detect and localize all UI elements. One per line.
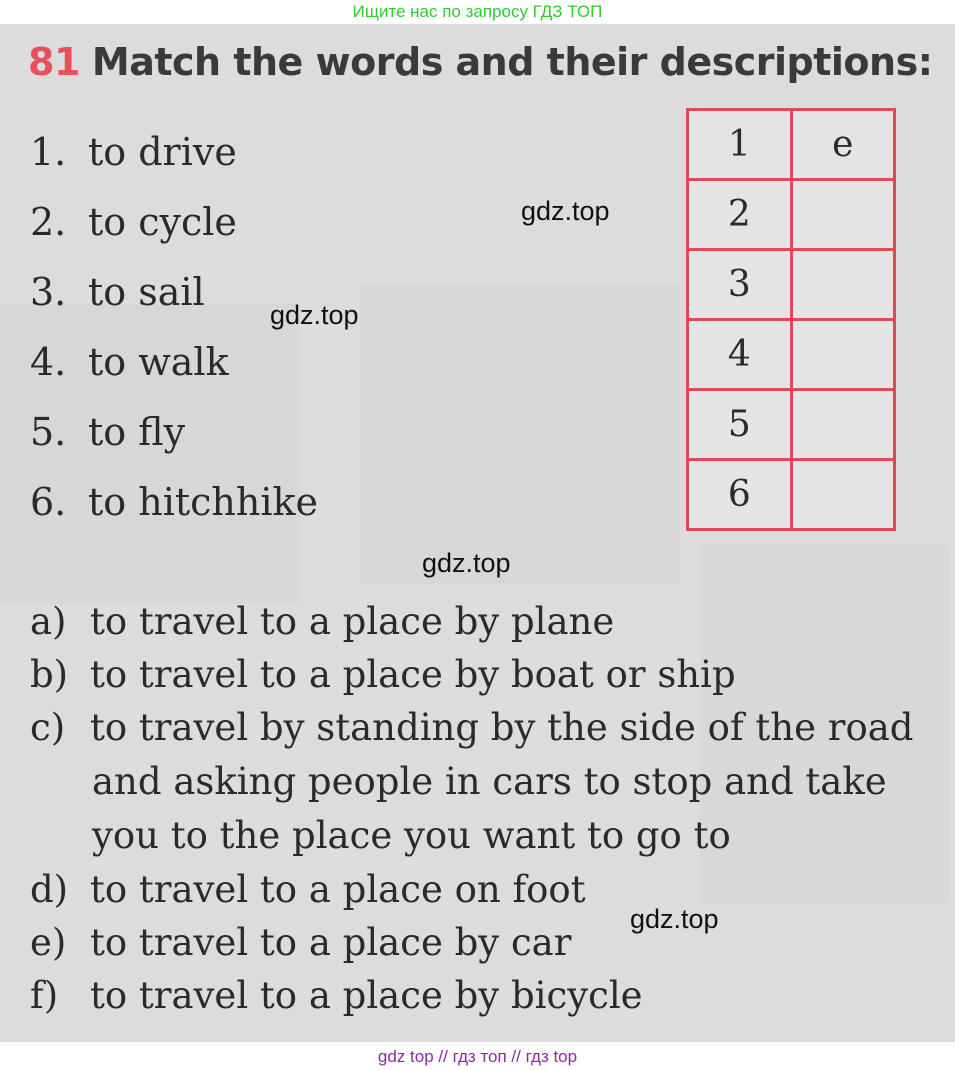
description-item (30, 706, 913, 749)
word-number: 5. (30, 410, 67, 454)
word-item (30, 410, 185, 454)
description-item (30, 921, 571, 964)
table-answer-cell[interactable] (791, 320, 894, 390)
word-number: 2. (30, 200, 67, 244)
table-row (688, 180, 895, 250)
word-item (30, 270, 205, 314)
description-item (30, 653, 736, 696)
watermark: gdz.top (521, 196, 610, 226)
description-text: to travel to a place by boat or ship (90, 653, 736, 696)
description-text: to travel by standing by the side of the road (90, 706, 914, 749)
table-row (688, 320, 895, 390)
description-item (30, 600, 614, 643)
description-letter: f) (30, 974, 59, 1017)
watermark: gdz.top (422, 548, 511, 578)
word-number: 4. (30, 340, 67, 384)
table-number-cell: 6 (688, 460, 792, 530)
description-text: to travel to a place by car (90, 921, 572, 964)
word-text: to hitchhike (88, 480, 319, 524)
word-item (30, 200, 237, 244)
description-text: to travel to a place by plane (90, 600, 615, 643)
description-letter: d) (30, 868, 69, 911)
answer-table (686, 108, 896, 531)
word-item (30, 340, 229, 384)
word-item (30, 130, 237, 174)
word-text: to walk (88, 340, 229, 384)
table-number-cell: 4 (688, 320, 792, 390)
exercise-title (28, 40, 932, 84)
exercise-instruction: Match the words and their descriptions: (91, 40, 933, 84)
table-number-cell: 3 (688, 250, 792, 320)
description-letter: e) (30, 921, 67, 964)
word-number: 1. (30, 130, 67, 174)
description-letter: b) (30, 653, 69, 696)
word-text: to cycle (88, 200, 237, 244)
table-answer-cell[interactable] (791, 390, 894, 460)
description-letter: c) (30, 706, 66, 749)
description-text-continued: you to the place you want to go to (92, 814, 731, 857)
bottom-banner: gdz top // гдз топ // гдз top (0, 1042, 955, 1071)
bleed-through-photo (360, 284, 680, 584)
table-answer-cell[interactable] (791, 180, 894, 250)
word-text: to drive (88, 130, 237, 174)
table-row (688, 460, 895, 530)
word-text: to fly (88, 410, 186, 454)
table-answer-cell[interactable]: e (791, 110, 894, 180)
table-answer-cell[interactable] (791, 250, 894, 320)
description-text: to travel to a place by bicycle (90, 974, 643, 1017)
word-number: 3. (30, 270, 67, 314)
word-number: 6. (30, 480, 67, 524)
table-number-cell: 5 (688, 390, 792, 460)
description-text-continued: and asking people in cars to stop and take (92, 760, 887, 803)
description-item (30, 868, 586, 911)
word-item (30, 480, 318, 524)
exercise-number: 81 (28, 40, 80, 84)
top-banner: Ищите нас по запросу ГДЗ ТОП (352, 2, 603, 21)
watermark: gdz.top (270, 300, 359, 330)
description-text: to travel to a place on foot (90, 868, 586, 911)
description-item (30, 974, 643, 1017)
textbook-page (0, 24, 955, 1042)
description-letter: a) (30, 600, 67, 643)
table-row (688, 250, 895, 320)
table-number-cell: 2 (688, 180, 792, 250)
table-row (688, 390, 895, 460)
word-text: to sail (88, 270, 205, 314)
table-answer-cell[interactable] (791, 460, 894, 530)
table-number-cell: 1 (688, 110, 792, 180)
watermark: gdz.top (630, 904, 719, 934)
table-row (688, 110, 895, 180)
